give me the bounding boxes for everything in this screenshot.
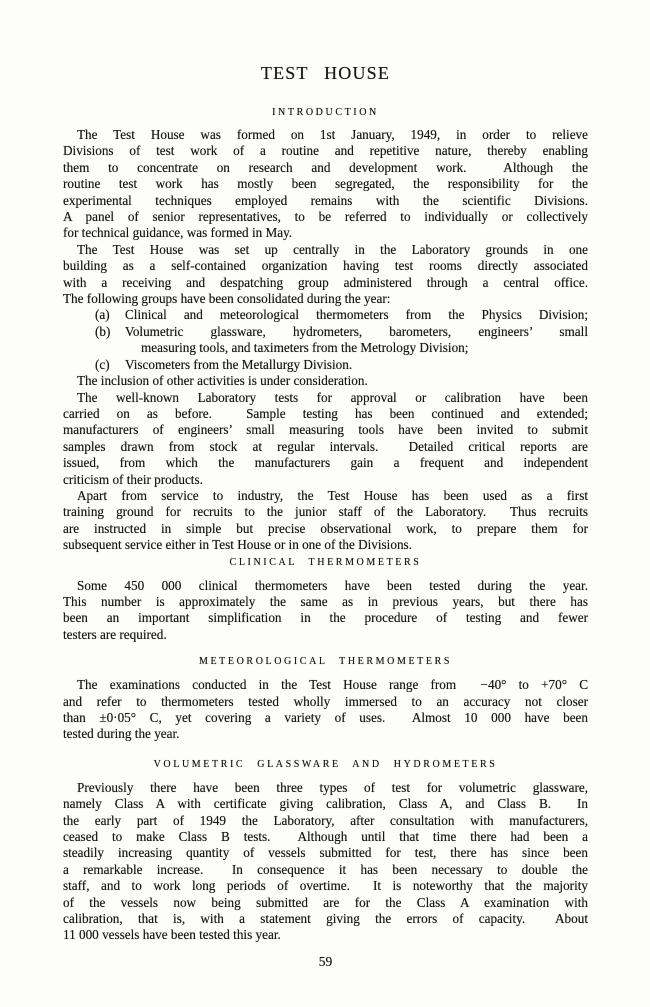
text-line: them to concentrate on research and development work. Although the <box>63 159 588 175</box>
paragraph <box>63 677 588 743</box>
text-line: A panel of senior representatives, to be referred to individually or collectively <box>63 209 588 225</box>
text-line: The well-known Laboratory tests for approval or calibration have been <box>77 389 588 405</box>
text-line: Apart from service to industry, the Test House has been used as a first <box>77 487 588 503</box>
text-block <box>63 64 588 969</box>
text-line: Divisions of test work of a routine and repetitive nature, thereby enabling <box>63 143 588 159</box>
text-line: issued, from which the manufacturers gain a frequent and independent <box>63 455 588 471</box>
text-line: Clinical and meteorological thermometers from the Physics Division; <box>125 307 588 323</box>
text-line: manufacturers of engineers’ small measuring tools have been invited to submit <box>63 422 588 438</box>
list-item-text <box>125 324 588 357</box>
text-line: building as a self-contained organization having test rooms directly associated <box>63 258 588 274</box>
section-heading-meteorological-thermometers: METEOROLOGICAL THERMOMETERS <box>198 656 453 668</box>
text-line: and refer to thermometers tested wholly immersed to an accuracy not closer <box>63 693 588 709</box>
paragraph <box>63 578 588 644</box>
text-line: The Test House was formed on 1st January, 1949, in order to relieve <box>77 127 588 142</box>
text-line: subsequent service either in Test House or in one of the Divisions. <box>63 537 412 553</box>
list-item-text <box>125 357 588 373</box>
text-line: namely Class A with certificate giving calibration, Class A, and Class B. In <box>63 796 588 812</box>
text-line: carried on as before. Sample testing has been continued and extended; <box>63 405 588 421</box>
text-line: tested during the year. <box>63 726 180 742</box>
paragraph <box>63 127 588 242</box>
text-line: the early part of 1949 the Laboratory, after consultation with manufacturers, <box>63 812 588 828</box>
list-item-label: (b) <box>95 323 111 339</box>
text-line: for technical guidance, was formed in May. <box>63 225 293 241</box>
text-line: The following groups have been consolidated during the year: <box>63 291 391 307</box>
text-line: This number is approximately the same as in previous years, but there has <box>63 593 588 609</box>
text-line: than ±0·05° C, yet covering a variety of uses. Almost 10 000 have been <box>63 710 588 725</box>
section-heading-volumetric-glassware: VOLUMETRIC GLASSWARE AND HYDROMETERS <box>153 758 498 770</box>
text-line: training ground for recruits to the junior staff of the Laboratory. Thus recruits <box>63 504 588 520</box>
text-line: measuring tools, and taximeters from the Metrology Division; <box>141 340 469 356</box>
text-line: ceased to make Class B tests. Although until that time there had been a <box>63 829 588 845</box>
paragraph <box>63 373 588 389</box>
text-line: staff, and to work long periods of overtime. It is noteworthy that the majority <box>63 878 588 894</box>
text-line: samples drawn from stock at regular intervals. Detailed critical reports are <box>63 438 588 454</box>
list-item-b <box>95 324 588 357</box>
page-title: TEST HOUSE <box>260 63 391 83</box>
text-line: routine test work has mostly been segregated, the responsibility for the <box>63 176 588 192</box>
text-line: of the vessels now being submitted are for the Class A examination with <box>63 894 588 910</box>
text-line: experimental techniques employed remains with the scientific Divisions. <box>63 192 588 208</box>
list-item-c <box>95 357 588 373</box>
text-line: The inclusion of other activities is under consideration. <box>77 373 368 389</box>
text-line: Previously there have been three types of test for volumetric glassware, <box>77 779 588 795</box>
text-line: Viscometers from the Metallurgy Division. <box>125 356 353 372</box>
list-item-label: (a) <box>95 307 110 323</box>
paragraph <box>63 242 588 308</box>
text-line: The Test House was set up centrally in the Laboratory grounds in one <box>77 241 588 257</box>
section-heading-introduction: INTRODUCTION <box>272 107 379 118</box>
paragraph <box>63 780 588 944</box>
text-line: criticism of their products. <box>63 471 203 487</box>
text-line: a remarkable increase. In consequence it has been necessary to double the <box>63 861 588 877</box>
text-line: Volumetric glassware, hydrometers, barometers, engineers’ small <box>125 323 588 339</box>
text-line: steadily increasing quantity of vessels submitted for test, there has since been <box>63 845 588 861</box>
paragraph <box>63 488 588 554</box>
text-line: with a receiving and despatching group administered through a central office. <box>63 274 588 290</box>
page-number: 59 <box>318 953 333 969</box>
section-heading-clinical-thermometers: CLINICAL THERMOMETERS <box>229 556 422 568</box>
list-item-label: (c) <box>95 356 110 372</box>
paragraph <box>63 390 588 488</box>
list-item-a <box>95 307 588 323</box>
text-line: are instructed in simple but precise observational work, to prepare them for <box>63 520 588 536</box>
text-line: been an important simplification in the procedure of testing and fewer <box>63 610 588 626</box>
list-item-text <box>125 307 588 323</box>
text-line: testers are required. <box>63 626 167 642</box>
text-line: 11 000 vessels have been tested this year. <box>63 927 281 943</box>
text-line: Some 450 000 clinical thermometers have been tested during the year. <box>77 577 588 593</box>
text-line: calibration, that is, with a statement giving the errors of capacity. About <box>63 911 588 927</box>
text-line: The examinations conducted in the Test House range from −40° to +70° C <box>77 677 588 693</box>
